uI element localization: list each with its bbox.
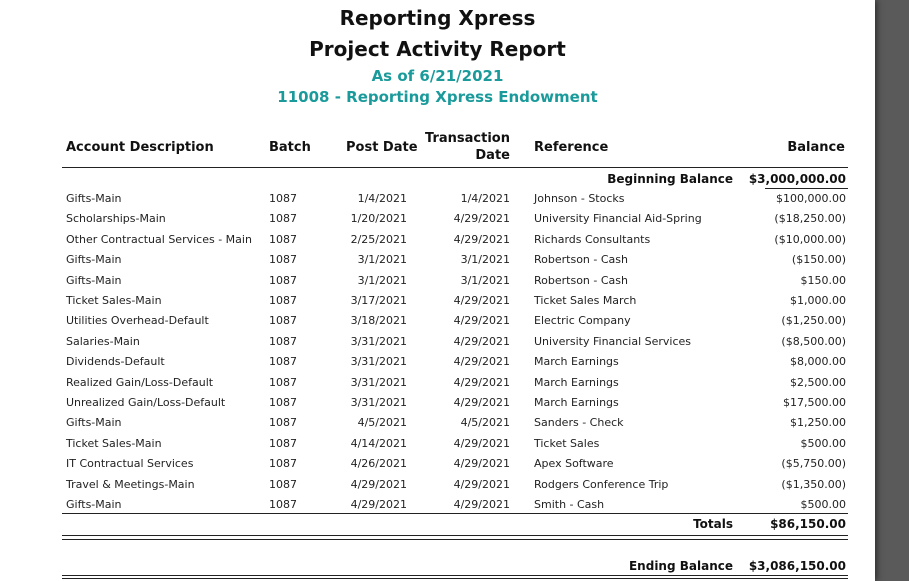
col-batch: Batch (269, 140, 311, 155)
ending-rule-1 (62, 575, 848, 576)
row-transaction-date: 4/29/2021 (453, 375, 510, 389)
col-post-date: Post Date (346, 140, 418, 155)
row-batch: 1087 (269, 498, 297, 511)
row-transaction-date: 4/29/2021 (453, 457, 510, 471)
row-post-date: 4/29/2021 (350, 498, 407, 511)
row-transaction-date: 1/4/2021 (460, 192, 510, 205)
row-reference: Ticket Sales March (534, 294, 637, 307)
totals-value: $86,150.00 (770, 517, 846, 531)
row-account: Gifts-Main (66, 273, 122, 287)
row-account: Scholarships-Main (66, 212, 166, 226)
row-post-date: 4/5/2021 (357, 416, 407, 430)
row-post-date: 3/31/2021 (350, 396, 407, 409)
row-balance: $500.00 (800, 436, 846, 450)
row-post-date: 1/4/2021 (357, 192, 407, 205)
row-post-date: 4/14/2021 (350, 436, 407, 450)
row-account: IT Contractual Services (66, 457, 194, 471)
row-batch: 1087 (269, 457, 297, 471)
row-balance: $1,000.00 (790, 294, 846, 307)
row-transaction-date: 4/29/2021 (453, 355, 510, 369)
row-account: Other Contractual Services - Main (66, 232, 252, 246)
row-balance: ($150.00) (791, 253, 846, 267)
row-account: Dividends-Default (66, 355, 165, 369)
row-transaction-date: 3/1/2021 (460, 253, 510, 267)
row-account: Unrealized Gain/Loss-Default (66, 396, 226, 409)
row-balance: ($1,250.00) (781, 314, 846, 328)
ending-balance-label: Ending Balance (628, 559, 733, 573)
row-balance: $17,500.00 (783, 396, 846, 409)
col-balance: Balance (787, 140, 845, 155)
row-post-date: 1/20/2021 (350, 212, 407, 226)
row-reference: March Earnings (534, 396, 619, 409)
row-balance: $500.00 (800, 498, 846, 511)
ending-rule-2 (62, 578, 848, 579)
row-reference: Johnson - Stocks (534, 192, 625, 205)
row-batch: 1087 (269, 192, 297, 205)
row-reference: Electric Company (534, 314, 631, 328)
totals-rule-1 (62, 535, 848, 536)
row-batch: 1087 (269, 253, 297, 267)
row-account: Travel & Meetings-Main (66, 477, 195, 491)
row-post-date: 4/29/2021 (350, 477, 407, 491)
row-batch: 1087 (269, 273, 297, 287)
row-transaction-date: 4/29/2021 (453, 396, 510, 409)
row-balance: $1,250.00 (790, 416, 846, 430)
row-post-date: 3/18/2021 (350, 314, 407, 328)
row-post-date: 3/31/2021 (350, 355, 407, 369)
beginning-balance-underline (765, 188, 848, 189)
col-reference: Reference (534, 140, 609, 155)
rows-end-rule (62, 513, 848, 514)
row-balance: ($1,350.00) (781, 477, 846, 491)
row-transaction-date: 4/29/2021 (453, 232, 510, 246)
totals-label: Totals (693, 517, 733, 531)
row-post-date: 4/26/2021 (350, 457, 407, 471)
row-account: Ticket Sales-Main (66, 294, 162, 307)
row-balance: $100,000.00 (776, 192, 846, 205)
column-headers (0, 130, 875, 170)
row-balance: ($8,500.00) (781, 334, 846, 348)
row-batch: 1087 (269, 232, 297, 246)
row-balance: ($10,000.00) (774, 232, 846, 246)
row-reference: Smith - Cash (534, 498, 605, 511)
row-transaction-date: 4/29/2021 (453, 477, 510, 491)
row-reference: Ticket Sales (534, 436, 600, 450)
row-batch: 1087 (269, 375, 297, 389)
row-transaction-date: 4/5/2021 (460, 416, 510, 430)
row-batch: 1087 (269, 314, 297, 328)
row-post-date: 3/1/2021 (357, 253, 407, 267)
row-account: Realized Gain/Loss-Default (66, 375, 214, 389)
col-transaction-date-1: Transaction (425, 131, 510, 146)
row-account: Gifts-Main (66, 498, 122, 511)
row-transaction-date: 4/29/2021 (453, 334, 510, 348)
row-post-date: 2/25/2021 (350, 232, 407, 246)
row-account: Gifts-Main (66, 192, 122, 205)
row-account: Salaries-Main (66, 334, 140, 348)
row-post-date: 3/17/2021 (350, 294, 407, 307)
row-transaction-date: 4/29/2021 (453, 436, 510, 450)
row-balance: $150.00 (800, 273, 846, 287)
row-account: Gifts-Main (66, 253, 122, 267)
row-reference: Apex Software (534, 457, 614, 471)
row-batch: 1087 (269, 334, 297, 348)
row-balance: ($18,250.00) (774, 212, 846, 226)
row-batch: 1087 (269, 355, 297, 369)
row-reference: Rodgers Conference Trip (534, 477, 669, 491)
col-transaction-date-2: Date (475, 148, 510, 163)
beginning-balance-value: $3,000,000.00 (748, 172, 846, 186)
row-transaction-date: 3/1/2021 (460, 273, 510, 287)
report-as-of: As of 6/21/2021 (371, 67, 504, 85)
row-reference: Sanders - Check (534, 416, 624, 430)
row-reference: March Earnings (534, 355, 619, 369)
row-reference: Richards Consultants (534, 232, 651, 246)
ending-balance-value: $3,086,150.00 (748, 559, 846, 573)
row-batch: 1087 (269, 416, 297, 430)
row-reference: Robertson - Cash (534, 253, 628, 267)
header-rule (62, 167, 848, 168)
clipped-header-fragment (62, 0, 202, 2)
row-reference: March Earnings (534, 375, 619, 389)
report-org: Reporting Xpress (339, 6, 536, 30)
row-balance: ($5,750.00) (781, 457, 846, 471)
report-title: Project Activity Report (309, 37, 566, 61)
row-batch: 1087 (269, 436, 297, 450)
report-project: 11008 - Reporting Xpress Endowment (277, 88, 598, 106)
row-batch: 1087 (269, 477, 297, 491)
row-post-date: 3/31/2021 (350, 375, 407, 389)
row-account: Gifts-Main (66, 416, 122, 430)
row-transaction-date: 4/29/2021 (453, 314, 510, 328)
row-batch: 1087 (269, 396, 297, 409)
totals-rule-2 (62, 539, 848, 540)
row-reference: Robertson - Cash (534, 273, 628, 287)
row-transaction-date: 4/29/2021 (453, 294, 510, 307)
row-transaction-date: 4/29/2021 (453, 212, 510, 226)
row-transaction-date: 4/29/2021 (453, 498, 510, 511)
col-account-description: Account Description (66, 140, 214, 155)
row-post-date: 3/31/2021 (350, 334, 407, 348)
beginning-balance-label: Beginning Balance (607, 172, 733, 186)
row-balance: $2,500.00 (790, 375, 846, 389)
row-balance: $8,000.00 (790, 355, 846, 369)
row-reference: University Financial Aid-Spring (534, 212, 702, 226)
row-post-date: 3/1/2021 (357, 273, 407, 287)
row-reference: University Financial Services (534, 334, 692, 348)
row-batch: 1087 (269, 294, 297, 307)
row-account: Utilities Overhead-Default (66, 314, 209, 328)
row-batch: 1087 (269, 212, 297, 226)
row-account: Ticket Sales-Main (66, 436, 162, 450)
